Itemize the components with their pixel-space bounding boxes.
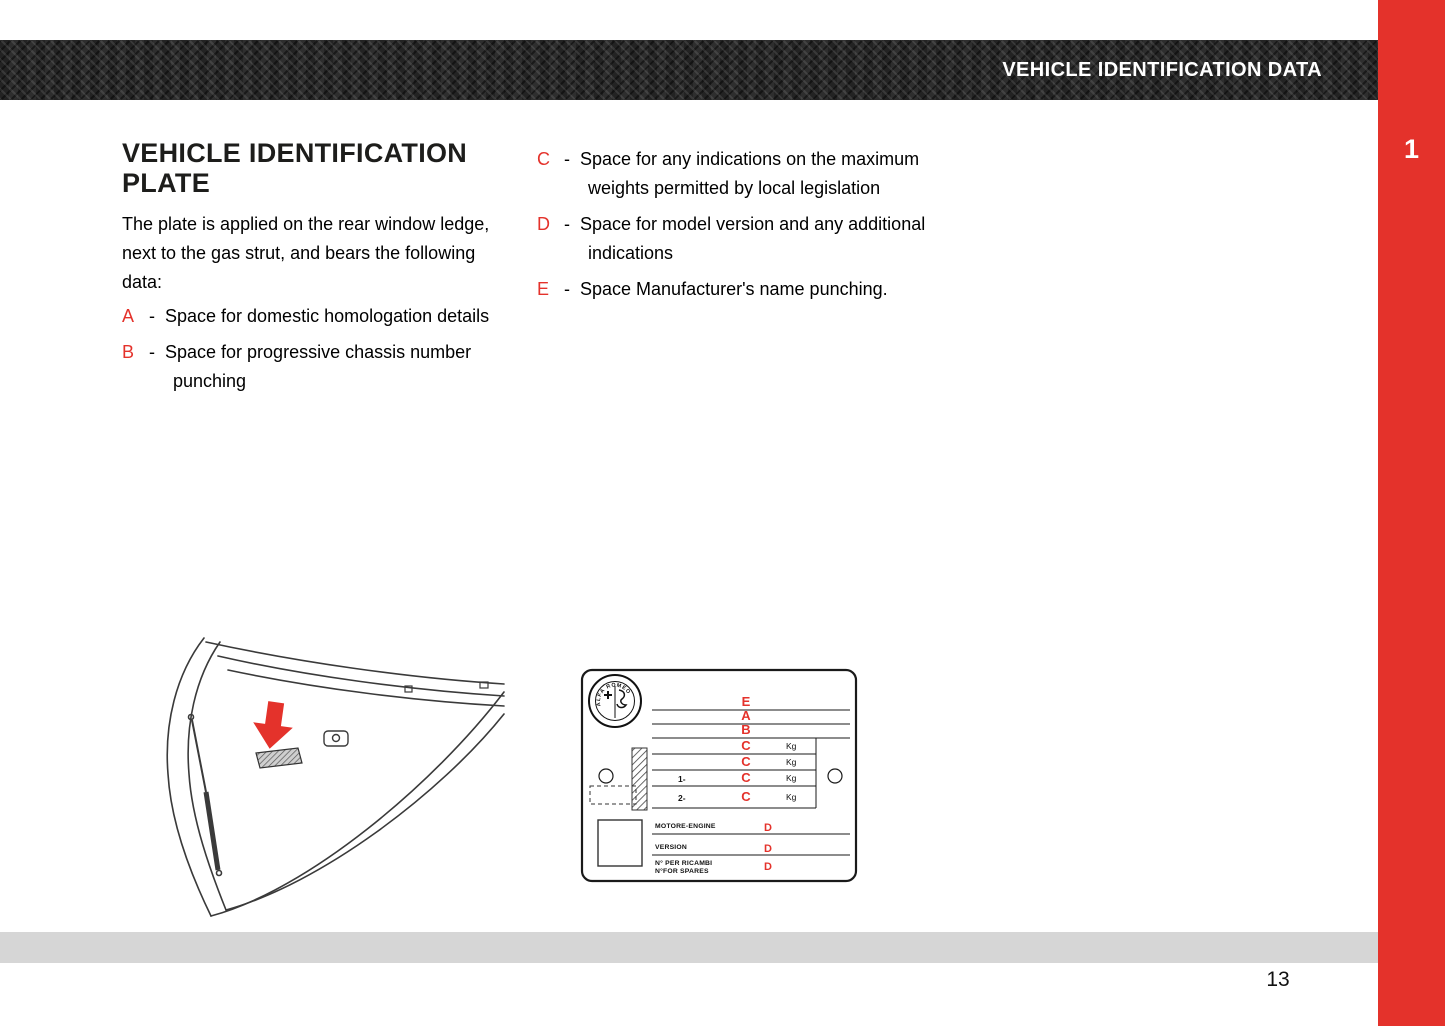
item-text-line: Space Manufacturer's name punching. <box>580 279 888 299</box>
intro-line-2: next to the gas strut, and bears the following <box>122 243 476 263</box>
item-text-line: Space for any indications on the maximum <box>580 149 920 169</box>
field-label-version: VERSION <box>655 844 687 851</box>
hinge-bracket <box>324 731 348 746</box>
header-title: VEHICLE IDENTIFICATION DATA <box>1002 58 1322 81</box>
plate-letter-d: D <box>764 822 772 834</box>
item-letter: D <box>537 214 550 234</box>
item-text <box>165 338 502 396</box>
row-prefix: 2- <box>678 793 686 803</box>
item-text-line: Space for progressive chassis number <box>165 342 472 362</box>
list-item-a <box>122 302 502 331</box>
page-number: 13 <box>1266 968 1290 991</box>
left-column <box>122 138 502 403</box>
plate-letter-c: C <box>741 789 751 804</box>
item-dash: - <box>564 214 570 234</box>
list-item-b <box>122 338 502 396</box>
intro-line-1: The plate is applied on the rear window ledge, <box>122 214 490 234</box>
plate-letter-a: A <box>741 708 751 723</box>
intro-line-3: data: <box>122 272 163 292</box>
window-clips <box>405 682 488 692</box>
header-band <box>0 40 1378 100</box>
weight-unit: Kg <box>786 741 797 751</box>
list-item-c <box>537 145 937 203</box>
item-text <box>580 210 937 268</box>
logo-text: ALFA ROMEO <box>595 682 632 707</box>
red-arrow-icon <box>250 699 296 751</box>
plate-letter-e: E <box>741 694 751 709</box>
mounting-hole-right <box>828 769 842 783</box>
intro-paragraph <box>122 210 502 297</box>
hatch-bar <box>632 748 647 810</box>
field-label-engine: MOTORE-ENGINE <box>655 823 716 830</box>
plate-letter-d: D <box>764 861 772 873</box>
weight-unit: Kg <box>786 757 797 767</box>
right-column <box>537 140 937 311</box>
chapter-sidebar <box>1378 0 1445 1026</box>
item-dash: - <box>564 149 570 169</box>
field-label-spares-1: N° PER RICAMBI <box>655 860 713 867</box>
item-letter: E <box>537 279 550 299</box>
item-text-line: Space for domestic homologation details <box>165 306 490 326</box>
item-letter: A <box>122 306 135 326</box>
item-dash: - <box>564 279 570 299</box>
page-title-line-1: VEHICLE IDENTIFICATION <box>122 138 468 168</box>
stamp-box <box>598 820 642 866</box>
field-label-spares-2: N°FOR SPARES <box>655 868 709 875</box>
item-text-line: punching <box>173 371 247 391</box>
list-item-e <box>537 275 937 304</box>
item-text-line: indications <box>588 243 674 263</box>
item-text-line: weights permitted by local legislation <box>588 178 881 198</box>
footer-strip <box>0 932 1378 963</box>
alfa-romeo-logo-icon <box>589 675 641 727</box>
item-dash: - <box>149 306 155 326</box>
item-text <box>165 302 502 331</box>
plate-letter-c: C <box>741 738 751 753</box>
trunk-illustration <box>148 632 508 922</box>
legend-list-left <box>122 302 502 396</box>
item-text <box>580 145 937 203</box>
legend-list-right <box>537 145 937 304</box>
item-dash: - <box>149 342 155 362</box>
item-text-line: Space for model version and any additional <box>580 214 926 234</box>
row-prefix: 1- <box>678 774 686 784</box>
plate-location-marker <box>256 748 302 768</box>
plate-letter-c: C <box>741 754 751 769</box>
chapter-number: 1 <box>1403 134 1420 164</box>
weight-unit: Kg <box>786 792 797 802</box>
item-letter: C <box>537 149 550 169</box>
page-title <box>122 138 502 198</box>
plate-letter-d: D <box>764 843 772 855</box>
plate-letter-b: B <box>741 722 751 737</box>
item-letter: B <box>122 342 135 362</box>
plate-letter-c: C <box>741 770 751 785</box>
page-title-line-2: PLATE <box>122 168 210 198</box>
list-item-d <box>537 210 937 268</box>
plate-diagram <box>580 668 858 883</box>
weight-unit: Kg <box>786 773 797 783</box>
item-text <box>580 275 937 304</box>
mounting-hole-left <box>599 769 613 783</box>
